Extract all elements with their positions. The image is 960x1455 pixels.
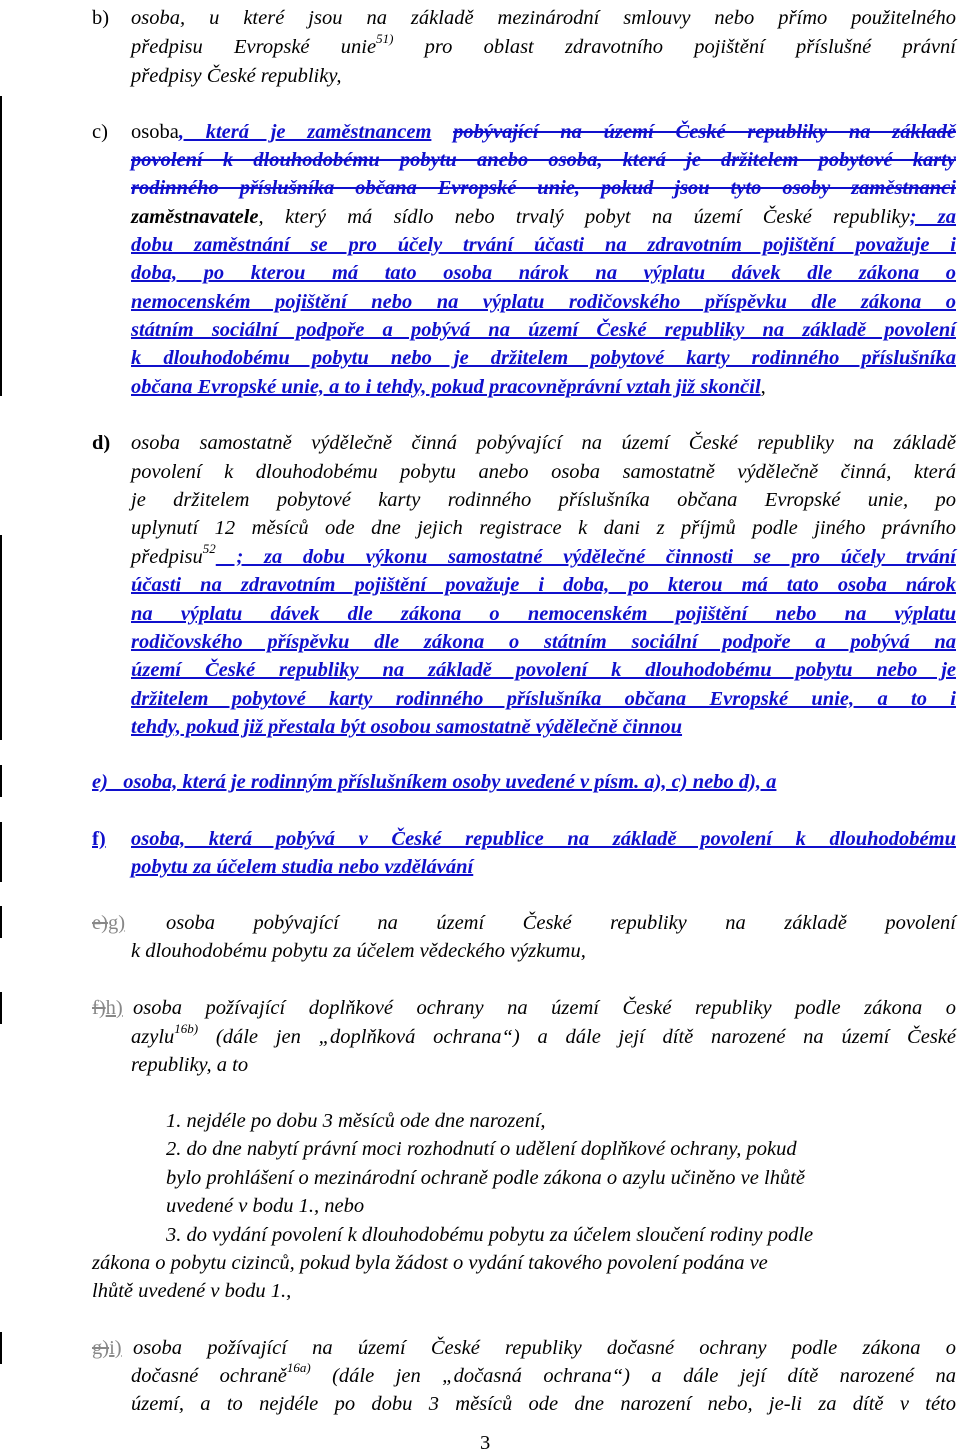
item-c-line9: k dlouhodobému pobytu nebo je držitelem pobytové karty rodinného příslušníka [131, 347, 956, 369]
item-d-line5: předpisu$^{52}$ ; za dobu výkonu samostatné výdělečné činnosti se pro účely trvání [131, 541, 956, 568]
item-d-line7: na výplatu dávek dle zákona o nemocenském pojištění nebo na výplatu [131, 603, 956, 625]
item-e-line1: e) osoba, která je rodinným příslušníkem osoby uvedené v písm. a), c) nebo d), a [92, 771, 777, 793]
change-bar [0, 535, 2, 740]
item-c-line6: doba, po kterou má tato osoba nárok na výplatu dávek dle zákona o [131, 262, 956, 284]
item-label-f: f) [92, 828, 106, 850]
item-label-h: f)h) [92, 997, 123, 1019]
item-d-line2: povolení k dlouhodobému pobytu anebo osoba samostatně výdělečně činná, která [131, 461, 956, 483]
change-bar [0, 1332, 2, 1364]
item-g-line1: osoba pobývající na území České republiky na základě povolení [166, 912, 956, 934]
item-d-line6: účasti na zdravotním pojištění považuje i doba, po kterou má tato osoba nárok [131, 574, 956, 596]
item-h-line3: republiky, a to [131, 1054, 249, 1076]
item-b-line3: předpisy České republiky, [131, 65, 342, 87]
item-label-b: b) [92, 7, 110, 29]
item-h-point3-line1: 3. do vydání povolení k dlouhodobému pobytu za účelem sloučení rodiny podle [166, 1224, 814, 1246]
item-d-line11: tehdy, pokud již přestala být osobou samostatně výdělečně činnou [131, 716, 683, 738]
item-f-line1: osoba, která pobývá v České republice na základě povolení k dlouhodobému [131, 828, 956, 850]
item-d-line4: uplynutí 12 měsíců ode dne jejich registrace k dani z příjmů podle jiného právního [131, 517, 956, 539]
item-g-line2: k dlouhodobému pobytu za účelem vědeckého výzkumu, [131, 940, 586, 962]
item-d-line10: držitelem pobytové karty rodinného příslušníka občana Evropské unie, a to i [131, 688, 956, 710]
item-f-line2: pobytu za účelem studia nebo vzdělávání [131, 856, 474, 878]
change-bar [0, 96, 2, 396]
item-h-point3-line2: zákona o pobytu cizinců, pokud byla žádost o vydání takového povolení podána ve [92, 1252, 768, 1274]
change-bar [0, 822, 2, 882]
item-c-line4: zaměstnavatele, který má sídlo nebo trvalý pobyt na území České republiky; za [131, 206, 956, 228]
item-i-line2: dočasné ochraně$^{16a)}$ (dále jen „dočasná ochrana“) a dále její dítě narozené na [131, 1360, 956, 1387]
item-h-point2-line3: uvedené v bodu 1., nebo [166, 1195, 365, 1217]
item-h-point2-line2: bylo prohlášení o mezinárodní ochraně podle zákona o azylu učiněno ve lhůtě [166, 1167, 805, 1189]
item-c-line7: nemocenském pojištění nebo na výplatu rodičovského příspěvku dle zákona o [131, 291, 956, 313]
change-bar [0, 992, 2, 1024]
item-c-line10: občana Evropské unie, a to i tehdy, pokud pracovněprávní vztah již skončil, [131, 376, 766, 398]
item-c-line1: osoba, která je zaměstnancem pobývající na území České republiky na základě [131, 121, 956, 143]
item-d-line3: je držitelem pobytové karty rodinného příslušníka občana Evropské unie, po [131, 489, 956, 511]
page-number: 3 [480, 1432, 491, 1454]
item-h-point1: 1. nejdéle po dobu 3 měsíců ode dne narození, [166, 1110, 546, 1132]
item-i-line3: území, a to nejdéle po dobu 3 měsíců ode dne narození nebo, je-li za dítě v této [131, 1393, 956, 1415]
item-d-line1: osoba samostatně výdělečně činná pobývající na území České republiky na základě [131, 432, 956, 454]
item-h-line1: osoba požívající doplňkové ochrany na území České republiky podle zákona o [133, 997, 956, 1019]
item-d-line9: území České republiky na základě povolení k dlouhodobému pobytu nebo je [131, 659, 956, 681]
item-label-d: d) [92, 432, 111, 454]
item-c-line2: povolení k dlouhodobému pobytu anebo osoba, která je držitelem pobytové karty [131, 149, 956, 171]
item-i-line1: osoba požívající na území České republiky dočasné ochrany podle zákona o [133, 1337, 956, 1359]
item-c-line3: rodinného příslušníka občana Evropské unie, pokud jsou tyto osoby zaměstnanci [131, 177, 956, 199]
item-h-point2-line1: 2. do dne nabytí právní moci rozhodnutí o udělení doplňkové ochrany, pokud [166, 1138, 797, 1160]
item-label-i: g)i) [92, 1337, 122, 1359]
change-bar [0, 765, 2, 797]
item-b-line2: předpisu Evropské unie$^{51)}$ pro oblast zdravotního pojištění příslušné právní [131, 31, 956, 58]
item-label-g: e)g) [92, 912, 126, 934]
item-h-line2: azylu$^{16b)}$ (dále jen „doplňková ochrana“) a dále její dítě narozené na území České [131, 1021, 956, 1048]
item-b-line1: osoba, u které jsou na základě mezinárodní smlouvy nebo přímo použitelného [131, 7, 956, 29]
item-d-line8: rodičovského příspěvku dle zákona o státním sociální podpoře a pobývá na [131, 631, 956, 653]
item-label-c: c) [92, 121, 108, 143]
item-c-line5: dobu zaměstnání se pro účely trvání účasti na zdravotním pojištění považuje i [131, 234, 956, 256]
item-h-point3-line3: lhůtě uvedené v bodu 1., [92, 1280, 292, 1302]
change-bar [0, 906, 2, 938]
item-c-line8: státním sociální podpoře a pobývá na území České republiky na základě povolení [131, 319, 956, 341]
